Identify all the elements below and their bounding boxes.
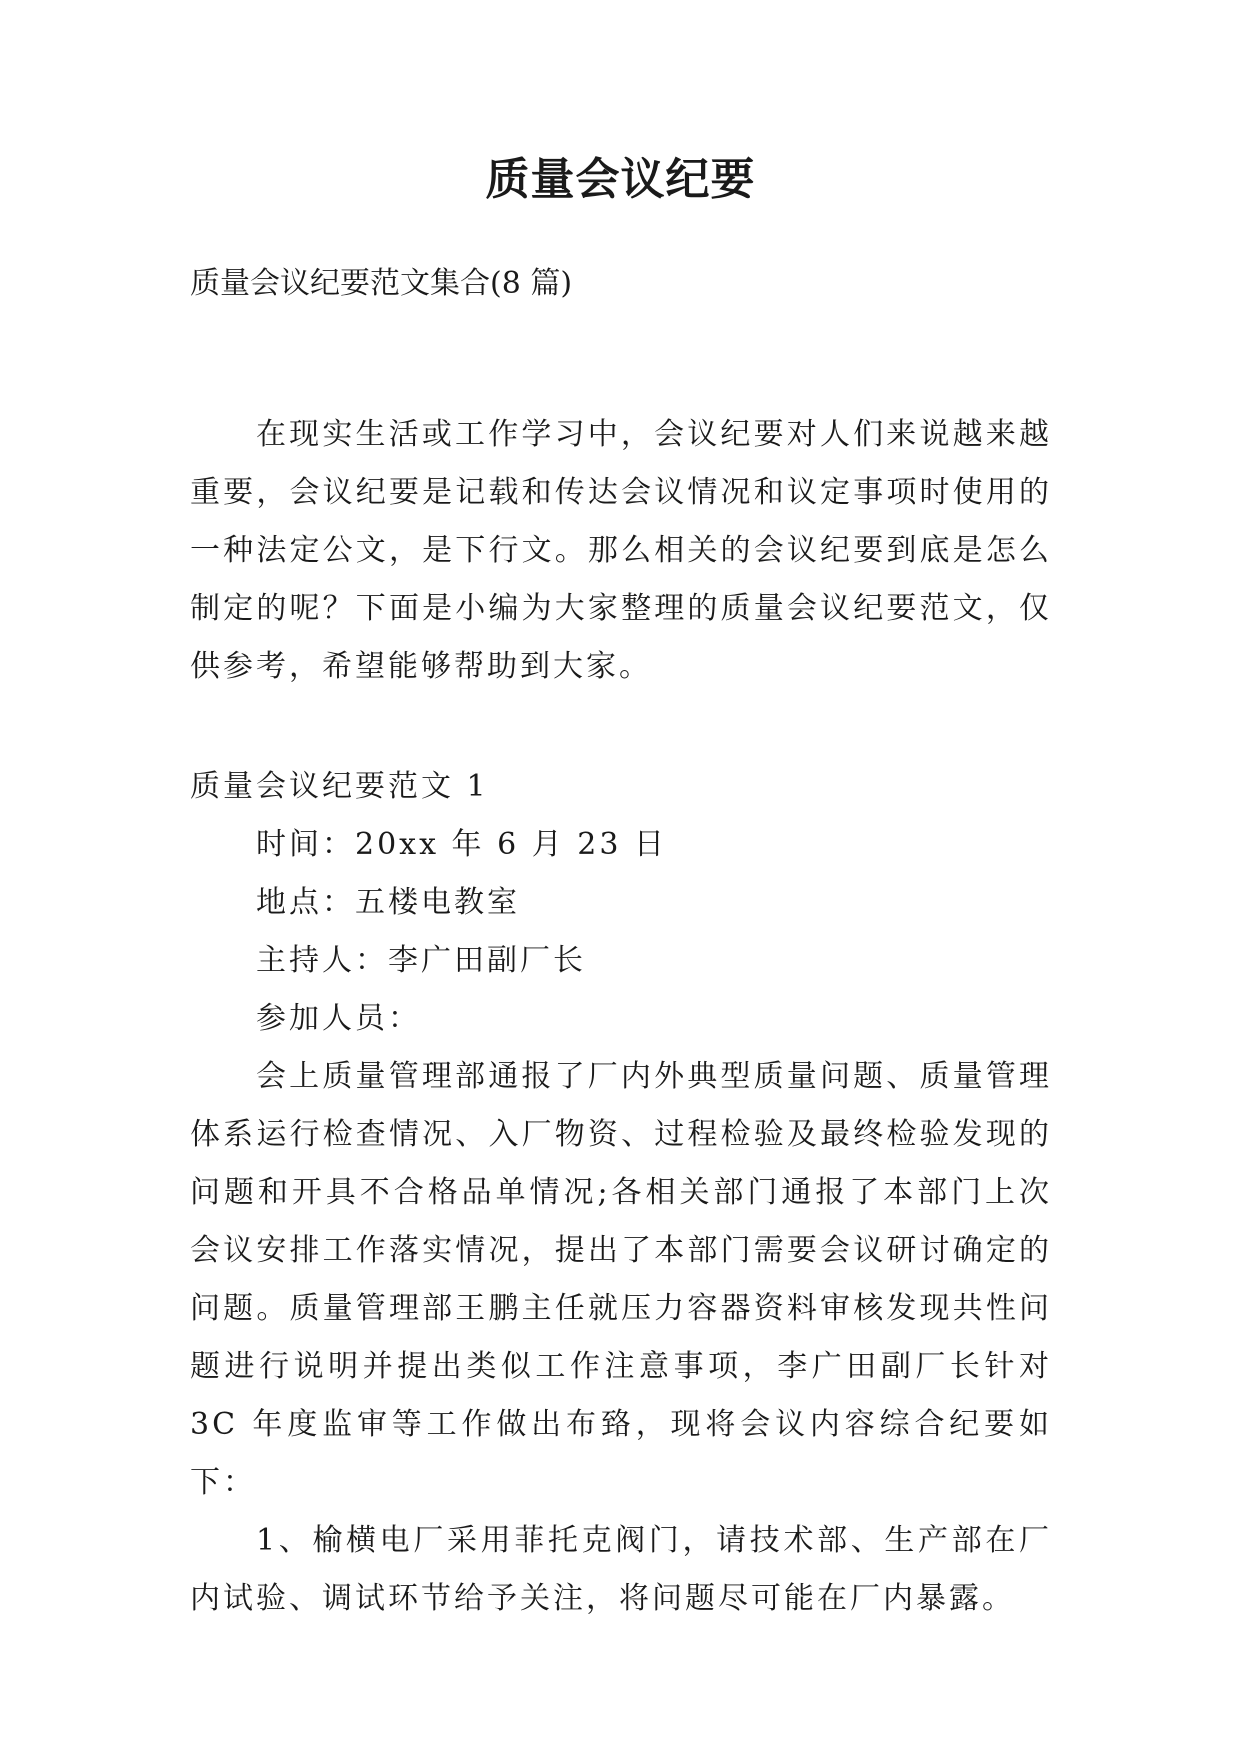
meeting-time: 时间：20xx 年 6 月 23 日: [256, 827, 667, 862]
document-subtitle: 质量会议纪要范文集合(8 篇): [190, 266, 573, 301]
section-1-paragraph: 会上质量管理部通报了厂内外典型质量问题、质量管理体系运行检查情况、入厂物资、过程检验及最终检验发现的问题和开具不合格品单情况;各相关部门通报了本部门上次会议安排工作落实情况，提出了本部门需要会议研讨确定的问题。质量管理部王鹏主任就压力容器资料审核发现共性问题进行说明并提出类似工作注意事项，李广田副厂长针对 3C 年度监审等工作做出布臵，现将会议内容综合纪要如下：: [190, 1059, 1052, 1500]
section-1: [190, 758, 1052, 1628]
intro-block: [190, 406, 1052, 696]
section-1-item-1: 1、榆横电厂采用菲托克阀门，请技术部、生产部在厂内试验、调试环节给予关注，将问题尽可能在厂内暴露。: [190, 1523, 1052, 1616]
section-1-heading: 质量会议纪要范文 1: [190, 769, 489, 804]
intro-paragraph: 在现实生活或工作学习中，会议纪要对人们来说越来越重要，会议纪要是记载和传达会议情况和议定事项时使用的一种法定公文，是下行文。那么相关的会议纪要到底是怎么制定的呢？下面是小编为大家整理的质量会议纪要范文，仅供参考，希望能够帮助到大家。: [190, 417, 1052, 684]
meeting-attendees: 参加人员：: [256, 1001, 421, 1036]
meeting-host: 主持人：李广田副厂长: [256, 943, 586, 978]
document-title: 质量会议纪要: [485, 154, 756, 205]
meeting-place: 地点：五楼电教室: [256, 885, 520, 920]
